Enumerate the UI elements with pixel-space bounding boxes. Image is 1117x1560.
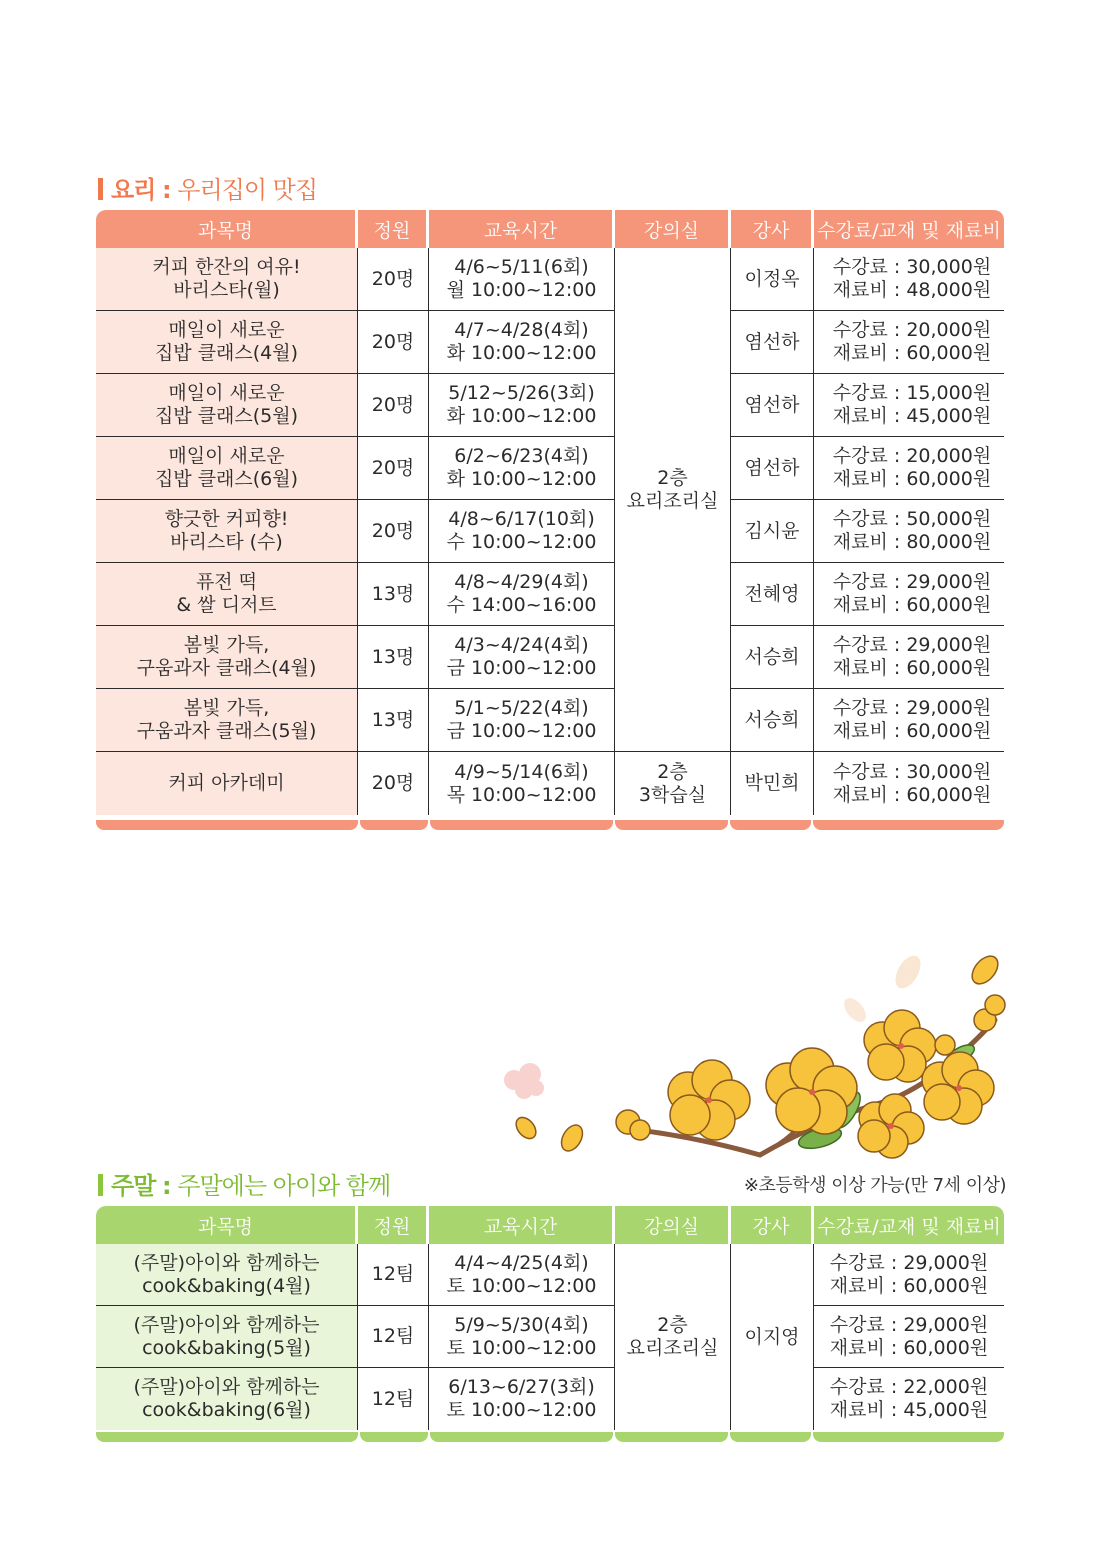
- teacher: 서승희: [731, 626, 814, 689]
- room: 2층 요리조리실: [615, 1244, 731, 1430]
- header-capacity: 정원: [358, 1206, 429, 1244]
- header-teacher: 강사: [731, 1206, 814, 1244]
- table-footer-bar: [730, 820, 811, 830]
- fee: 수강료 : 29,000원 재료비 : 60,000원: [814, 689, 1004, 752]
- fee: 수강료 : 50,000원 재료비 : 80,000원: [814, 500, 1004, 563]
- cooking-schedule-table: [96, 210, 1004, 815]
- course-name: (주말)아이와 함께하는 cook&baking(4월): [96, 1244, 358, 1306]
- header-course: 과목명: [96, 210, 358, 248]
- room: 2층 3학습실: [615, 752, 731, 815]
- schedule: 5/9~5/30(4회) 토 10:00~12:00: [429, 1306, 615, 1368]
- section-separator: :: [162, 176, 171, 204]
- fee: 수강료 : 15,000원 재료비 : 45,000원: [814, 374, 1004, 437]
- section-subtitle: 주말에는 아이와 함께: [177, 1172, 391, 1200]
- table-row: [96, 563, 1004, 626]
- table-row: [96, 311, 1004, 374]
- table-footer-bar: [615, 820, 728, 830]
- schedule: 4/7~4/28(4회) 화 10:00~12:00: [429, 311, 615, 374]
- table-row: [96, 500, 1004, 563]
- capacity: 20명: [358, 248, 429, 311]
- course-name: 매일이 새로운 집밥 클래스(5월): [96, 374, 358, 437]
- table-footer-bar: [360, 820, 428, 830]
- forsythia-flowers-illustration: [490, 950, 1010, 1170]
- weekend-schedule-table: [96, 1206, 1004, 1430]
- fee: 수강료 : 29,000원 재료비 : 60,000원: [814, 1306, 1004, 1368]
- table-row: [96, 1368, 1004, 1430]
- capacity: 20명: [358, 500, 429, 563]
- course-name: 향긋한 커피향! 바리스타 (수): [96, 500, 358, 563]
- title-bar-icon: [98, 178, 103, 200]
- course-name: 매일이 새로운 집밥 클래스(6월): [96, 437, 358, 500]
- table-row: [96, 626, 1004, 689]
- header-fee: 수강료/교재 및 재료비: [814, 210, 1004, 248]
- capacity: 12팀: [358, 1306, 429, 1368]
- section-subtitle: 우리집이 맛집: [177, 176, 317, 204]
- schedule: 4/6~5/11(6회) 월 10:00~12:00: [429, 248, 615, 311]
- table-header-row: [96, 1206, 1004, 1244]
- teacher: 김시윤: [731, 500, 814, 563]
- fee: 수강료 : 29,000원 재료비 : 60,000원: [814, 1244, 1004, 1306]
- course-name: (주말)아이와 함께하는 cook&baking(5월): [96, 1306, 358, 1368]
- capacity: 12팀: [358, 1244, 429, 1306]
- table-footer-bar: [430, 820, 613, 830]
- header-time: 교육시간: [429, 210, 615, 248]
- table-footer-bar: [615, 1432, 728, 1442]
- teacher: 염선하: [731, 311, 814, 374]
- fee: 수강료 : 22,000원 재료비 : 45,000원: [829, 1376, 989, 1421]
- schedule: 5/1~5/22(4회) 금 10:00~12:00: [429, 689, 615, 752]
- header-room: 강의실: [615, 1206, 731, 1244]
- teacher: 염선하: [731, 437, 814, 500]
- capacity: 13명: [358, 563, 429, 626]
- schedule: 5/12~5/26(3회) 화 10:00~12:00: [429, 374, 615, 437]
- fee: 수강료 : 20,000원 재료비 : 60,000원: [814, 437, 1004, 500]
- capacity: 13명: [358, 626, 429, 689]
- table-row: [96, 689, 1004, 752]
- table-row: [96, 374, 1004, 437]
- title-bar-icon: [98, 1174, 103, 1196]
- teacher: 이정옥: [731, 248, 814, 311]
- header-fee: 수강료/교재 및 재료비: [814, 1206, 1004, 1244]
- teacher: 염선하: [731, 374, 814, 437]
- schedule: 6/13~6/27(3회) 토 10:00~12:00: [429, 1368, 615, 1430]
- schedule: 4/9~5/14(6회) 목 10:00~12:00: [429, 752, 615, 815]
- fee: 수강료 : 29,000원 재료비 : 60,000원: [814, 626, 1004, 689]
- room: 2층 요리조리실: [615, 248, 731, 752]
- table-footer-bar: [730, 1432, 811, 1442]
- course-name: (주말)아이와 함께하는 cook&baking(6월): [96, 1368, 358, 1430]
- schedule: 4/3~4/24(4회) 금 10:00~12:00: [429, 626, 615, 689]
- teacher: 이지영: [731, 1244, 814, 1430]
- section-separator: :: [162, 1172, 171, 1200]
- section-title-weekend: [98, 1166, 390, 1201]
- table-row: [96, 1244, 1004, 1306]
- fee: 수강료 : 30,000원 재료비 : 60,000원: [832, 760, 992, 806]
- course-name: 매일이 새로운 집밥 클래스(4월): [96, 311, 358, 374]
- header-room: 강의실: [615, 210, 731, 248]
- fee: 수강료 : 30,000원 재료비 : 48,000원: [814, 248, 1004, 311]
- table-row: [96, 248, 1004, 311]
- course-name: 커피 아카데미: [96, 752, 358, 815]
- teacher: 박민희: [731, 752, 814, 815]
- table-header-row: [96, 210, 1004, 248]
- schedule: 6/2~6/23(4회) 화 10:00~12:00: [429, 437, 615, 500]
- capacity: 20명: [358, 374, 429, 437]
- course-name: 봄빛 가득, 구움과자 클래스(5월): [96, 689, 358, 752]
- header-teacher: 강사: [731, 210, 814, 248]
- course-name: 봄빛 가득, 구움과자 클래스(4월): [96, 626, 358, 689]
- header-time: 교육시간: [429, 1206, 615, 1244]
- table-row: [96, 437, 1004, 500]
- schedule: 4/4~4/25(4회) 토 10:00~12:00: [429, 1244, 615, 1306]
- capacity: 12팀: [358, 1368, 429, 1430]
- age-note: ※초등학생 이상 가능(만 7세 이상): [743, 1175, 1006, 1196]
- fee: 수강료 : 29,000원 재료비 : 60,000원: [814, 563, 1004, 626]
- table-footer-bar: [813, 1432, 1004, 1442]
- section-label: 요리: [111, 176, 156, 204]
- header-capacity: 정원: [358, 210, 429, 248]
- table-footer-bar: [813, 820, 1004, 830]
- table-footer-bar: [430, 1432, 613, 1442]
- schedule: 4/8~6/17(10회) 수 10:00~12:00: [429, 500, 615, 563]
- table-footer-bar: [96, 1432, 358, 1442]
- capacity: 20명: [358, 311, 429, 374]
- schedule: 4/8~4/29(4회) 수 14:00~16:00: [429, 563, 615, 626]
- table-row: [96, 1306, 1004, 1368]
- table-footer-bar: [96, 820, 358, 830]
- fee: 수강료 : 20,000원 재료비 : 60,000원: [814, 311, 1004, 374]
- section-title-cooking: [98, 170, 317, 205]
- teacher: 서승희: [731, 689, 814, 752]
- teacher: 전혜영: [731, 563, 814, 626]
- table-footer-bar: [360, 1432, 428, 1442]
- capacity: 20명: [358, 437, 429, 500]
- capacity: 20명: [358, 752, 429, 815]
- course-name: 퓨전 떡 & 쌀 디저트: [96, 563, 358, 626]
- capacity: 13명: [358, 689, 429, 752]
- table-row: [96, 752, 1004, 815]
- course-name: 커피 한잔의 여유! 바리스타(월): [96, 248, 358, 311]
- section-label: 주말: [111, 1172, 156, 1200]
- header-course: 과목명: [96, 1206, 358, 1244]
